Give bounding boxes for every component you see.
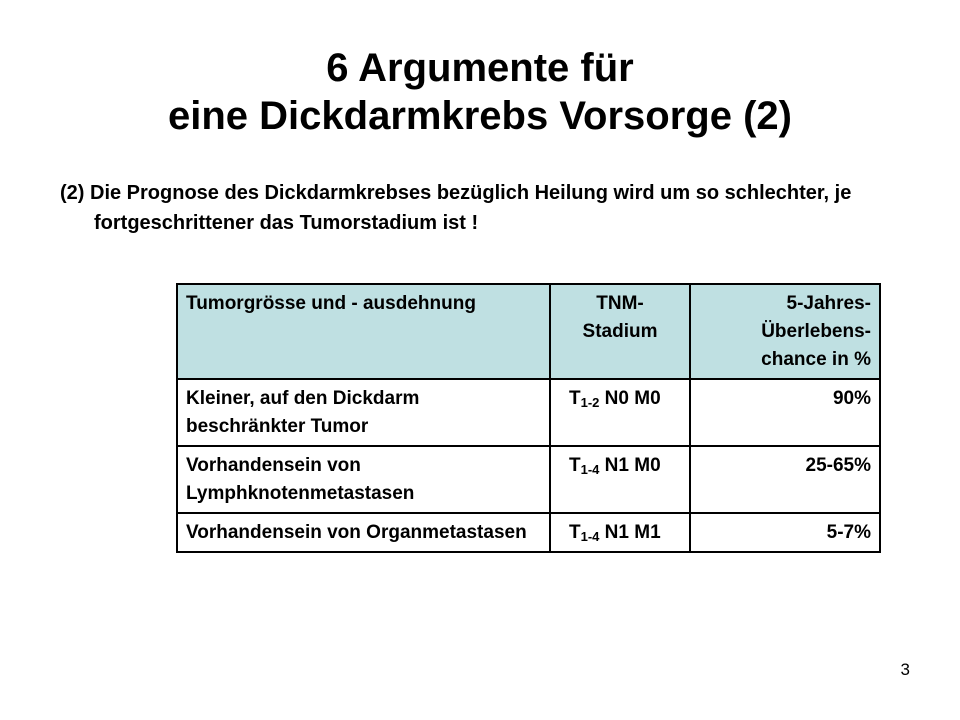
slide-title <box>0 44 960 140</box>
header-tnm-line-2: Stadium <box>582 321 658 342</box>
tnm-t: T <box>569 388 581 409</box>
slide-title-line-1: 6 Argumente für <box>326 46 634 90</box>
header-tnm-stage <box>550 284 690 379</box>
header-tnm-line-1: TNM- <box>596 293 644 314</box>
tnm-t-subscript: 1-2 <box>580 395 600 410</box>
page-number: 3 <box>900 660 910 679</box>
slide-title-line-2: eine Dickdarmkrebs Vorsorge (2) <box>168 94 792 138</box>
header-tumor-size: Tumorgrösse und - ausdehnung <box>177 284 550 379</box>
intro-text: (2) Die Prognose des Dickdarmkrebses bezüglich Heilung wird um so schlechter, je fortgeschrittener das Tumorstadium ist ! <box>60 182 852 234</box>
row-tnm-stage <box>550 513 690 552</box>
row-tnm-stage <box>550 379 690 446</box>
table-header-row <box>177 284 880 379</box>
header-survival-line-2: Überlebens- <box>761 321 871 342</box>
tnm-rest: N1 M0 <box>599 455 661 476</box>
row-survival: 90% <box>690 379 880 446</box>
row-tnm-stage <box>550 446 690 513</box>
header-survival-line-3: chance in % <box>761 349 871 370</box>
header-survival <box>690 284 880 379</box>
prognosis-table <box>176 283 881 553</box>
table-row <box>177 446 880 513</box>
tnm-rest: N0 M0 <box>599 388 661 409</box>
row-description: Vorhandensein von Lymphknotenmetastasen <box>177 446 550 513</box>
table-row <box>177 379 880 446</box>
tnm-rest: N1 M1 <box>599 522 661 543</box>
tnm-t-subscript: 1-4 <box>580 462 600 477</box>
row-survival: 5-7% <box>690 513 880 552</box>
table-row <box>177 513 880 552</box>
tnm-t-subscript: 1-4 <box>580 529 600 544</box>
tnm-t: T <box>569 522 581 543</box>
row-description: Vorhandensein von Organmetastasen <box>177 513 550 552</box>
row-survival: 25-65% <box>690 446 880 513</box>
tnm-t: T <box>569 455 581 476</box>
header-survival-line-1: 5-Jahres- <box>786 293 871 314</box>
row-description: Kleiner, auf den Dickdarm beschränkter Tumor <box>177 379 550 446</box>
